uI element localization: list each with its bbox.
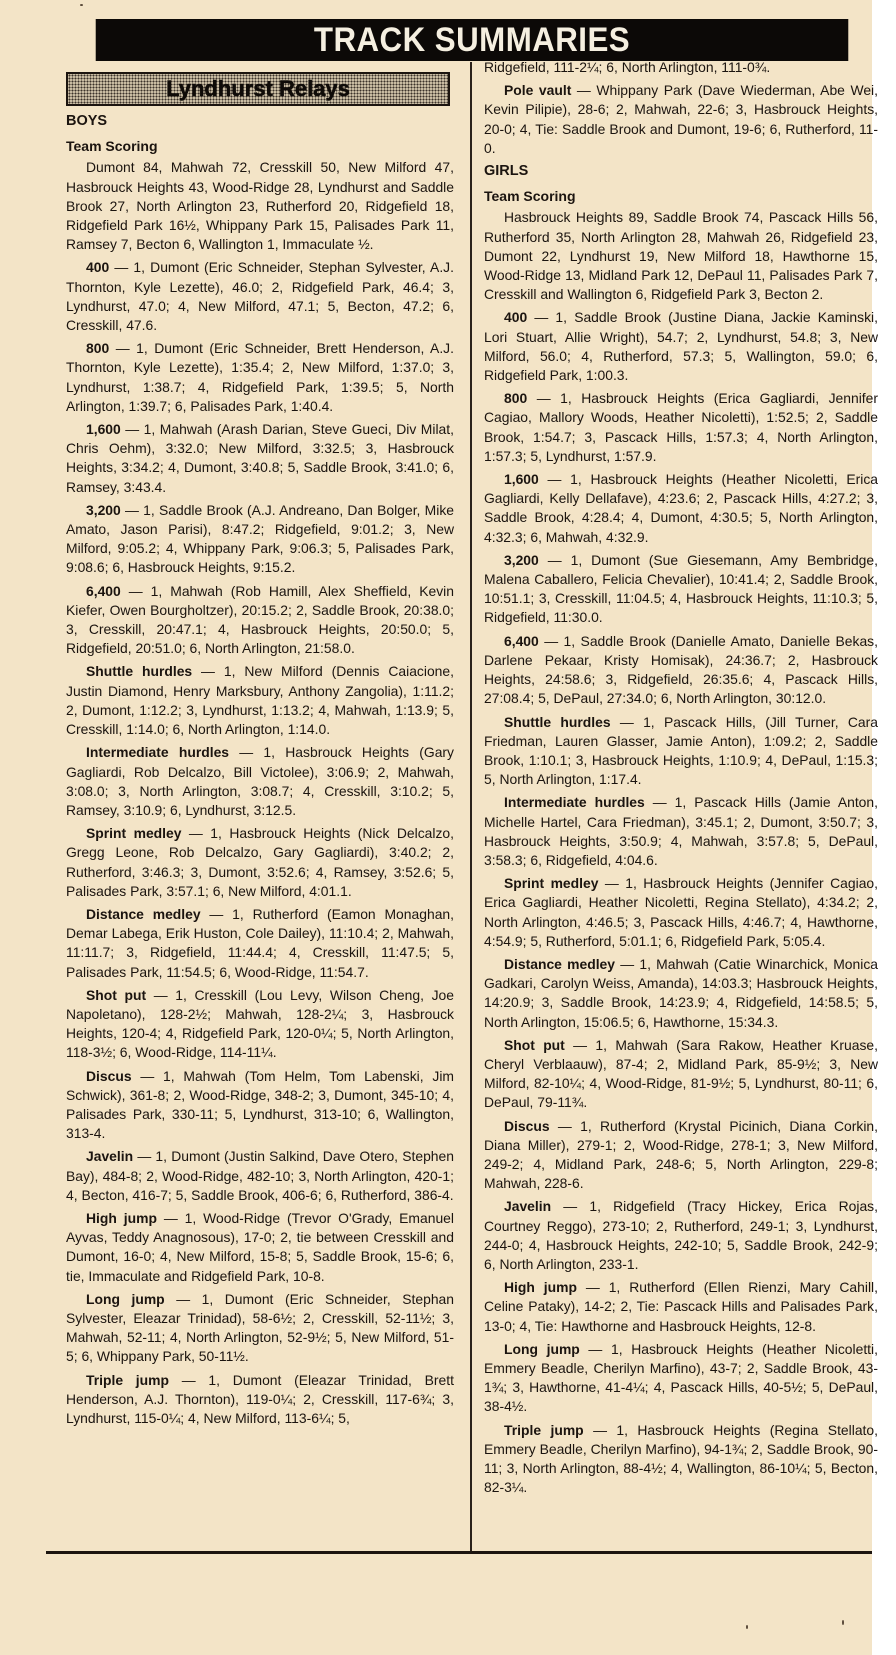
event-name: High jump xyxy=(86,1209,157,1226)
boys-event-800 xyxy=(66,339,454,416)
girls-event-1600 xyxy=(484,470,878,547)
girls-event-long-jump xyxy=(484,1340,878,1417)
event-result: — 1, Saddle Brook (Justine Diana, Jackie Kaminski, Lori Stuart, Allie Wright), 54.7; 2, Lyndhurst, 54.8; 3, New Milford, 56.0; 4, Rutherford, 57.3; 5, Wallington, 59.0; 6, Ridgefield Park, 1:00.3. xyxy=(484,309,878,384)
event-name: 3,200 xyxy=(86,501,121,518)
left-column xyxy=(66,72,454,1432)
event-result: — 1, Hasbrouck Heights (Nick Delcalzo, Gregg Leone, Rob Delcalzo, Gary Gagliardi), 3:40.2; 2, Rutherford, 3:46.3; 3, Dumont, 3:52.6; 4, Ramsey, 3:52.6; 5, Palisades Park, 3:57.1; 6, New Milford, 4:01.1. xyxy=(66,825,454,899)
girls-event-javelin xyxy=(484,1197,878,1274)
event-name: Distance medley xyxy=(86,905,201,922)
boys-event-6400 xyxy=(66,582,454,659)
event-result: — 1, Hasbrouck Heights (Erica Gagliardi, Jennifer Cagiao, Mallory Woods, Heather Nicoletti), 1:52.5; 2, Saddle Brook, 1:54.7; 3, Pascack Hills, 1:57.3; 4, North Arlington, 1:57.3; 5, Lyndhurst, 1:57.9. xyxy=(484,390,878,464)
event-result: — 1, Dumont (Sue Giesemann, Amy Bembridge, Malena Caballero, Felicia Chevalier), 10:41.4; 2, Saddle Brook, 10:51.1; 3, Cresskill, 11:04.5; 4, Hasbrouck Heights, 11:10.3; 5, Ridgefield, 11:30.0. xyxy=(484,551,878,626)
event-result: — 1, Hasbrouck Heights (Heather Nicoletti, Emmery Beadle, Cherilyn Marfino), 43-7; 2, Saddle Brook, 43-1¾; 3, Hawthorne, 41-4¼; 4, Pascack Hills, 40-5½; 5, DePaul, 38-4½. xyxy=(484,1340,878,1415)
girls-event-high-jump xyxy=(484,1278,878,1336)
event-result: — 1, New Milford (Dennis Caiacione, Justin Diamond, Henry Marksbury, Anthony Zangolia), 1:11.2; 2, Dumont, 1:12.2; 3, Lyndhurst, 1:13.2; 4, Mahwah, 1:13.9; 5, Cresskill, 1:14.0; 6, North Arlington, 1:14.0. xyxy=(66,663,454,738)
event-name: Discus xyxy=(504,1117,550,1134)
event-name: Intermediate hurdles xyxy=(86,744,230,761)
event-name: Long jump xyxy=(504,1340,580,1357)
event-name: Intermediate hurdles xyxy=(504,794,645,811)
bottom-rule xyxy=(46,1551,872,1554)
event-name: Javelin xyxy=(504,1198,552,1215)
girls-event-400 xyxy=(484,308,878,385)
event-result: — 1, Wood-Ridge (Trevor O'Grady, Emanuel Ayvas, Teddy Anagnosous), 17-0; 2, tie between Cresskill and Dumont, 16-0; 4, New Milford, 15-8; 5, Saddle Brook, 15-6; 6, tie, Immaculate and Ridgefield Park, 10-8. xyxy=(66,1209,454,1284)
event-result: — 1, Mahwah (Catie Winarchick, Monica Gadkari, Carolyn Weiss, Amanda), 14:03.3; Hasbrouck Heights, 14:20.9; 3, Saddle Brook, 14:23.9; 4, Ridgefield, 14:58.5; 5, North Arlington, 15:06.5; 6, Hawthorne, 15:34.3. xyxy=(484,955,878,1030)
event-result: — 1, Saddle Brook (A.J. Andreano, Dan Bolger, Mike Amato, Jason Parisi), 8:47.2; Ridgefield, 9:01.2; 3, New Milford, 9:05.2; 4, Whippany Park, 9:06.3; 5, Palisades Park, 9:08.6; 6, Hasbrouck Heights, 9:15.2. xyxy=(66,501,454,576)
event-result: — 1, Mahwah (Tom Helm, Tom Labenski, Jim Schwick), 361-8; 2, Wood-Ridge, 348-2; 3, Dumont, 345-10; 4, Palisades Park, 330-11; 5, Lyndhurst, 313-10; 6, Wallington, 313-4. xyxy=(66,1067,454,1142)
boys-event-3200 xyxy=(66,501,454,578)
girls-event-6400 xyxy=(484,632,878,709)
event-name: High jump xyxy=(504,1279,577,1296)
boys-team-scoring: Dumont 84, Mahwah 72, Cresskill 50, New Milford 47, Hasbrouck Heights 43, Wood-Ridge 28, Lyndhurst and Saddle Brook 27, North Arlington 23, Rutherford 20, Ridgefield 18, Ridgefield Park 16½, Whippany Park 15, Palisades Park 11, Ramsey 7, Becton 6, Wallington 1, Immaculate ½. xyxy=(66,159,454,253)
right-column xyxy=(484,58,878,1501)
event-result: — 1, Rutherford (Eamon Monaghan, Demar Labega, Erik Huston, Cole Dailey), 11:10.4; 2, Mahwah, 11:11.7; 3, Ridgefield, 11:44.4; 4, Cresskill, 11:47.5; 5, Palisades Park, 11:54.5; 6, Wood-Ridge, 11:54.7. xyxy=(66,905,454,980)
event-result: — 1, Rutherford (Ellen Rienzi, Mary Cahill, Celine Pataky), 14-2; 2, Tie: Pascack Hills and Palisades Park, 13-0; 4, Tie: Hawthorne and Hasbrouck Heights, 12-8. xyxy=(484,1279,878,1334)
event-name: Sprint medley xyxy=(86,825,182,842)
event-result: — 1, Dumont (Eric Schneider, Stephan Sylvester, Eleazar Trinidad), 58-6½; 2, Cresskill, 52-11½; 3, Mahwah, 52-11; 4, North Arlington, 52-9½; 5, New Milford, 51-5; 6, Whippany Park, 50-11½. xyxy=(66,1290,454,1365)
event-result: — Whippany Park (Dave Wiederman, Abe Wei, Kevin Pilipie), 28-6; 2, Mahwah, 22-6; 3, Hasbrouck Heights, 20-0; 4, Tie: Saddle Brook and Dumont, 19-6; 6, Rutherford, 11-0. xyxy=(484,82,878,156)
girls-team-scoring-label: Team Scoring xyxy=(484,188,576,205)
event-name: Triple jump xyxy=(86,1371,169,1388)
girls-event-discus xyxy=(484,1117,878,1194)
boys-event-pole-vault xyxy=(484,81,878,158)
boys-team-scoring-label: Team Scoring xyxy=(66,138,158,155)
paper-speck xyxy=(746,1625,748,1629)
event-name: 800 xyxy=(504,390,528,407)
boys-event-triple-jump xyxy=(66,1371,454,1429)
event-name: Discus xyxy=(86,1067,132,1084)
event-result: — 1, Hasbrouck Heights (Regina Stellato, Emmery Beadle, Cherilyn Marfino), 94-1¾; 2, Saddle Brook, 90-11; 3, North Arlington, 88-4½; 4, Wallington, 86-10¼; 5, Becton, 82-3¼. xyxy=(484,1421,878,1496)
boys-triple-jump-continued: Ridgefield, 111-2¼; 6, North Arlington, 111-0¾. xyxy=(484,59,771,75)
page-title: TRACK SUMMARIES xyxy=(96,19,849,61)
event-result: — 1, Rutherford (Krystal Picinich, Diana Corkin, Diana Miller), 279-1; 2, Wood-Ridge, 278-1; 3, New Milford, 249-2; 4, Midland Park, 248-6; 5, North Arlington, 229-8; Mahwah, 228-6. xyxy=(484,1117,878,1192)
event-name: 6,400 xyxy=(504,632,539,649)
girls-event-sprint-medley xyxy=(484,874,878,951)
girls-event-shuttle-hurdles xyxy=(484,713,878,790)
girls-team-scoring: Hasbrouck Heights 89, Saddle Brook 74, Pascack Hills 56, Rutherford 35, North Arlington 28, Mahwah 26, Ridgefield 23, Dumont 22, Lyndhurst 19, New Milford 18, Hawthorne 15, Wood-Ridge 13, Midland Park 12, DePaul 11, Palisades Park 7, Cresskill and Wallington 6, Ridgefield Park 3, Becton 2. xyxy=(484,209,878,303)
event-result: — 1, Mahwah (Sara Rakow, Heather Kruase, Cheryl Verblaauw), 87-4; 2, Midland Park, 85-9½; 3, New Milford, 82-10¼; 4, Wood-Ridge, 81-9½; 5, Lyndhurst, 80-11; 6, DePaul, 79-11¾. xyxy=(484,1036,878,1111)
event-name: 3,200 xyxy=(504,551,539,568)
girls-event-triple-jump xyxy=(484,1421,878,1498)
event-name: Shuttle hurdles xyxy=(504,713,611,730)
event-name: Sprint medley xyxy=(504,875,599,892)
event-name: Long jump xyxy=(86,1290,165,1307)
girls-heading: GIRLS xyxy=(484,163,529,180)
event-name: 1,600 xyxy=(504,471,539,488)
event-name: 400 xyxy=(86,259,110,276)
girls-event-intermediate-hurdles xyxy=(484,793,878,870)
boys-event-shot-put xyxy=(66,986,454,1063)
event-result: — 1, Hasbrouck Heights (Heather Nicoletti, Erica Gagliardi, Kelly Dellafave), 4:23.6; 2, Pascack Hills, 4:27.2; 3, Saddle Brook, 4:28.4; 4, Dumont, 4:30.5; 5, North Arlington, 4:32.3; 6, Mahwah, 4:32.9. xyxy=(484,471,878,545)
boys-event-sprint-medley xyxy=(66,824,454,901)
meet-title-box xyxy=(66,72,450,106)
girls-event-800 xyxy=(484,389,878,466)
girls-event-shot-put xyxy=(484,1036,878,1113)
meet-title: Lyndhurst Relays xyxy=(166,76,350,101)
event-name: Distance medley xyxy=(504,955,616,972)
event-result: — 1, Dumont (Justin Salkind, Dave Otero, Stephen Bay), 484-8; 2, Wood-Ridge, 482-10; 3, North Arlington, 420-1; 4, Becton, 416-7; 5, Saddle Brook, 406-6; 6, Rutherford, 386-4. xyxy=(66,1148,454,1203)
event-result: — 1, Pascack Hills, (Jill Turner, Cara Friedman, Lauren Glasser, Jamie Anton), 1:09.2; 2, Saddle Brook, 1:10.1; 3, Hasbrouck Heights, 1:10.9; 4, DePaul, 1:15.3; 5, North Arlington, 1:17.4. xyxy=(484,713,878,788)
event-result: — 1, Hasbrouck Heights (Gary Gagliardi, Rob Delcalzo, Bill Victolee), 3:06.9; 2, Mahwah, 3:08.0; 3, North Arlington, 3:08.7; 4, Cresskill, 3:10.2; 5, Ramsey, 3:10.9; 6, Lyndhurst, 3:12.5. xyxy=(66,744,454,818)
boys-event-shuttle-hurdles xyxy=(66,662,454,739)
paper-speck xyxy=(80,4,83,6)
boys-event-distance-medley xyxy=(66,905,454,982)
event-result: — 1, Dumont (Eleazar Trinidad, Brett Henderson, A.J. Thornton), 119-0¼; 2, Cresskill, 117-6¾; 3, Lyndhurst, 115-0¼; 4, New Milford, 113-6¼; 5, xyxy=(66,1371,455,1426)
event-name: Shuttle hurdles xyxy=(86,663,193,680)
event-result: — 1, Saddle Brook (Danielle Amato, Danielle Bekas, Darlene Pekaar, Kristy Homisak), 24:36.7; 2, Hasbrouck Heights, 24:58.6; 3, Ridgefield, 26:35.6; 4, Pascack Hills, 27:08.4; 5, DePaul, 27:34.0; 6, North Arlington, 30:12.0. xyxy=(484,632,878,707)
boys-event-discus xyxy=(66,1067,454,1144)
paper-speck xyxy=(842,1620,844,1625)
boys-event-400 xyxy=(66,258,454,335)
event-result: — 1, Dumont (Eric Schneider, Brett Henderson, A.J. Thornton, Kyle Lezette), 1:35.4; 2, New Milford, 1:37.0; 3, Lyndhurst, 1:38.7; 4, Ridgefield Park, 1:39.5; 5, North Arlington, 1:39.7; 6, Palisades Park, 1:40.4. xyxy=(66,340,454,414)
boys-event-long-jump xyxy=(66,1290,454,1367)
event-result: — 1, Cresskill (Lou Levy, Wilson Cheng, Joe Napoletano), 128-2½; Mahwah, 128-2¼; 3, Hasbrouck Heights, 120-4; 4, Ridgefield Park, 120-0¼; 5, North Arlington, 118-3½; 6, Wood-Ridge, 114-11¼. xyxy=(66,986,454,1061)
boys-event-1600 xyxy=(66,420,454,497)
event-result: — 1, Pascack Hills (Jamie Anton, Michelle Hartel, Cara Friedman), 3:45.1; 2, Dumont, 3:50.7; 3, Hasbrouck Heights, 3:50.9; 4, Mahwah, 3:57.8; 5, DePaul, 3:58.3; 6, Ridgefield, 4:04.6. xyxy=(484,794,878,868)
event-name: Shot put xyxy=(86,986,147,1003)
event-name: 400 xyxy=(504,309,528,326)
event-result: — 1, Dumont (Eric Schneider, Stephan Sylvester, A.J. Thornton, Kyle Lezette), 46.0; 2, Ridgefield Park, 46.4; 3, Lyndhurst, 47.0; 4, New Milford, 47.1; 5, Becton, 47.2; 6, Cresskill, 47.6. xyxy=(66,259,454,334)
boys-event-high-jump xyxy=(66,1209,454,1286)
event-name: 6,400 xyxy=(86,582,121,599)
event-result: — 1, Mahwah (Rob Hamill, Alex Sheffield, Kevin Kiefer, Owen Bourgholtzer), 20:15.2; 2, Saddle Brook, 20:38.0; 3, Cresskill, 20:47.1; 4, Hasbrouck Heights, 20:50.0; 5, Ridgefield, 20:51.0; 6, North Arlington, 21:58.0. xyxy=(66,582,454,657)
boys-event-intermediate-hurdles xyxy=(66,743,454,820)
event-result: — 1, Ridgefield (Tracy Hickey, Erica Rojas, Courtney Reggo), 273-10; 2, Rutherford, 249-1; 3, Lyndhurst, 244-0; 4, Hasbrouck Heights, 242-10; 5, Saddle Brook, 242-9; 6, North Arlington, 233-1. xyxy=(484,1198,878,1272)
girls-event-3200 xyxy=(484,551,878,628)
event-name: 1,600 xyxy=(86,421,121,438)
event-name: 800 xyxy=(86,340,110,357)
column-divider xyxy=(470,62,472,1554)
event-name: Triple jump xyxy=(504,1421,584,1438)
boys-event-javelin xyxy=(66,1147,454,1205)
girls-event-distance-medley xyxy=(484,955,878,1032)
event-result: — 1, Mahwah (Arash Darian, Steve Gueci, Div Milat, Chris Oehm), 3:32.0; New Milford, 3:32.5; 3, Hasbrouck Heights, 3:34.2; 4, Dumont, 3:40.8; 5, Saddle Brook, 3:41.0; 6, Ramsey, 3:43.4. xyxy=(66,421,454,495)
event-result: — 1, Hasbrouck Heights (Jennifer Cagiao, Erica Gagliardi, Heather Nicoletti, Regina Stellato), 4:34.2; 2, North Arlington, 4:46.5; 3, Pascack Hills, 4:46.7; 4, Hawthorne, 4:54.9; 5, Rutherford, 5:01.1; 6, Ridgefield Park, 5:05.4. xyxy=(484,875,879,949)
event-name: Pole vault xyxy=(504,82,572,99)
event-name: Shot put xyxy=(504,1036,565,1053)
boys-heading: BOYS xyxy=(66,113,108,129)
event-name: Javelin xyxy=(86,1148,134,1165)
